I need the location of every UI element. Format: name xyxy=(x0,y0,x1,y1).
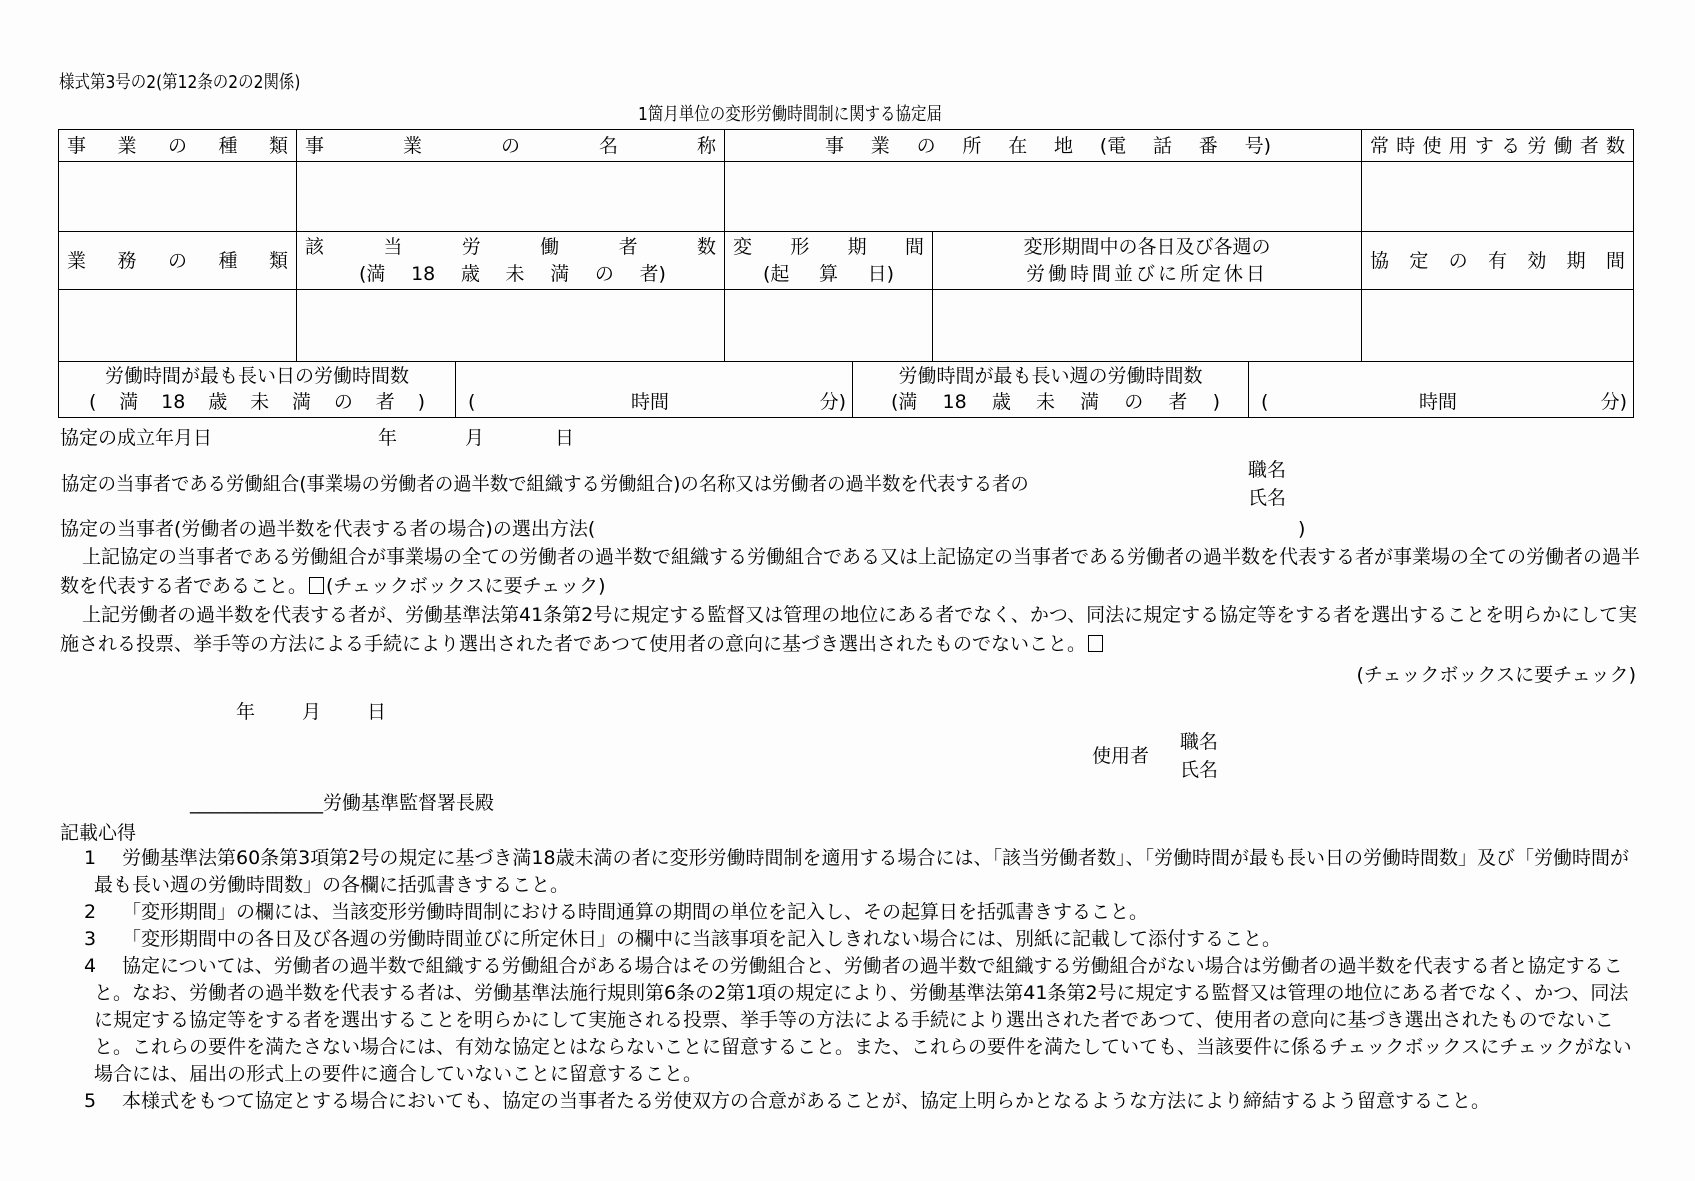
note-item: 5 本様式をもつて協定とする場合においても、協定の当事者たる労使双方の合意があることが、協定上明らかとなるような方法により締結するよう留意すること。 xyxy=(84,1090,1491,1112)
job-type-field[interactable] xyxy=(58,289,297,362)
employer-name-label: 氏名 xyxy=(1180,759,1219,781)
header-daily-weekly-hours: 変形期間中の各日及び各週の 労働時間並びに所定休日 xyxy=(932,231,1362,290)
agreement-date-label: 協定の成立年月日 xyxy=(60,427,213,449)
party-title-label: 職名 xyxy=(1248,459,1287,481)
labor-office: ______________労働基準監督署長殿 xyxy=(190,792,495,814)
valid-period-field[interactable] xyxy=(1361,289,1634,362)
header-variation-period: 変 形 期 間 (起 算 日) xyxy=(724,231,933,290)
check2-paragraph: 上記労働者の過半数を代表する者が、労働基準法第41条第2号に規定する監督又は管理の地位にある者でなく、かつ、同法に規定する協定等をする者を選出することを明らかにして実施される投票、挙手等の方法による手続により選出された者であつて使用者の意向に基づき選出されたものでないこと。 xyxy=(60,604,1638,655)
header-business-name: 事 業 の 名 称 xyxy=(296,129,725,162)
submission-day-label: 日 xyxy=(367,701,387,723)
business-type-field[interactable] xyxy=(58,161,297,232)
note-item: 1 労働基準法第60条第3項第2号の規定に基づき満18歳未満の者に変形労働時間制を適用する場合には、「該当労働者数」、「労働時間が最も長い日の労働時間数」及び「労働時間が最も長い週の労働時間数」の各欄に括弧書きすること。 xyxy=(84,847,1630,896)
document-title: 1箇月単位の変形労働時間制に関する協定届 xyxy=(638,104,942,125)
notes-heading: 記載心得 xyxy=(60,822,137,844)
form-number: 様式第3号の2(第12条の2の2関係) xyxy=(59,72,301,93)
party-name-label: 氏名 xyxy=(1248,487,1287,509)
regular-workers-field[interactable] xyxy=(1361,161,1634,232)
note-item: 2 「変形期間」の欄には、当該変形労働時間制における時間通算の期間の単位を記入し、その起算日を括弧書きすること。 xyxy=(84,901,1149,923)
agreement-month-label: 月 xyxy=(465,427,485,449)
open-paren: ( xyxy=(1261,391,1269,413)
variation-period-field[interactable] xyxy=(724,289,933,362)
business-location-field[interactable] xyxy=(724,161,1362,232)
minutes-unit-label: 分) xyxy=(1600,391,1627,413)
selection-method-label: 協定の当事者(労働者の過半数を代表する者の場合)の選出方法( xyxy=(60,518,596,540)
header-longest-week: 労働時間が最も長い週の労働時間数 (満 18 歳 未 満 の 者 ) xyxy=(852,361,1249,418)
hours-unit-label: 時間 xyxy=(631,391,670,413)
header-business-location: 事 業 の 所 在 地 (電 話 番 号) xyxy=(724,129,1362,162)
agreement-day-label: 日 xyxy=(555,427,575,449)
employer-title-label: 職名 xyxy=(1180,731,1219,753)
header-longest-day: 労働時間が最も長い日の労働時間数 ( 満 18 歳 未 満 の 者 ) xyxy=(58,361,456,418)
agreement-year-label: 年 xyxy=(378,427,398,449)
open-paren: ( xyxy=(468,391,476,413)
header-business-type: 事 業 の 種 類 xyxy=(58,129,297,162)
daily-weekly-hours-field[interactable] xyxy=(932,289,1362,362)
agreement-table xyxy=(58,129,1634,418)
check2-note: (チェックボックスに要チェック) xyxy=(1356,664,1636,686)
selection-method-close: ) xyxy=(1298,518,1306,540)
hours-unit-label: 時間 xyxy=(1419,391,1458,413)
header-regular-workers: 常 時 使 用 す る 労 働 者 数 xyxy=(1361,129,1634,162)
office-name-blank[interactable]: ______________ xyxy=(190,792,323,814)
longest-week-hours-field[interactable] xyxy=(1248,361,1634,418)
check2-checkbox[interactable] xyxy=(1088,635,1103,652)
employer-label: 使用者 xyxy=(1092,745,1150,767)
check1-checkbox[interactable] xyxy=(309,577,324,594)
longest-day-hours-field[interactable] xyxy=(455,361,853,418)
header-job-type: 業 務 の 種 類 xyxy=(58,231,297,290)
agreement-party-label: 協定の当事者である労働組合(事業場の労働者の過半数で組織する労働組合)の名称又は労働者の過半数を代表する者の xyxy=(61,473,1029,495)
note-item: 4 協定については、労働者の過半数で組織する労働組合がある場合はその労働組合と、労働者の過半数で組織する労働組合がない場合は労働者の過半数を代表する者と協定すること。なお、労働者の過半数を代表する者は、労働基準法施行規則第6条の2第1項の規定により、労働基準法第41条第2号に規定する監督又は管理の地位にある者でなく、かつ、同法に規定する協定等をする者を選出することを明らかにして実施される投票、挙手等の方法による手続により選出された者であつて、使用者の意向に基づき選出されたものでないこと。これらの要件を満たさない場合には、有効な協定とはならないことに留意すること。また、これらの要件を満たしていても、当該要件に係るチェックボックスにチェックがない場合には、届出の形式上の要件に適合していないことに留意すること。 xyxy=(84,955,1632,1085)
submission-year-label: 年 xyxy=(236,701,256,723)
minutes-unit-label: 分) xyxy=(819,391,846,413)
selection-method-field[interactable] xyxy=(690,516,1290,540)
submission-month-label: 月 xyxy=(302,701,322,723)
header-applicable-workers: 該 当 労 働 者 数 (満 18 歳 未 満 の 者) xyxy=(296,231,725,290)
header-valid-period: 協 定 の 有 効 期 間 xyxy=(1361,231,1634,290)
applicable-workers-field[interactable] xyxy=(296,289,725,362)
business-name-field[interactable] xyxy=(296,161,725,232)
check1-paragraph: 上記協定の当事者である労働組合が事業場の全ての労働者の過半数で組織する労働組合である又は上記協定の当事者である労働者の過半数を代表する者が事業場の全ての労働者の過半数を代表する者であること。 (チェックボックスに要チェック) xyxy=(60,546,1641,597)
note-item: 3 「変形期間中の各日及び各週の労働時間並びに所定休日」の欄中に当該事項を記入しきれない場合には、別紙に記載して添付すること。 xyxy=(84,928,1282,950)
